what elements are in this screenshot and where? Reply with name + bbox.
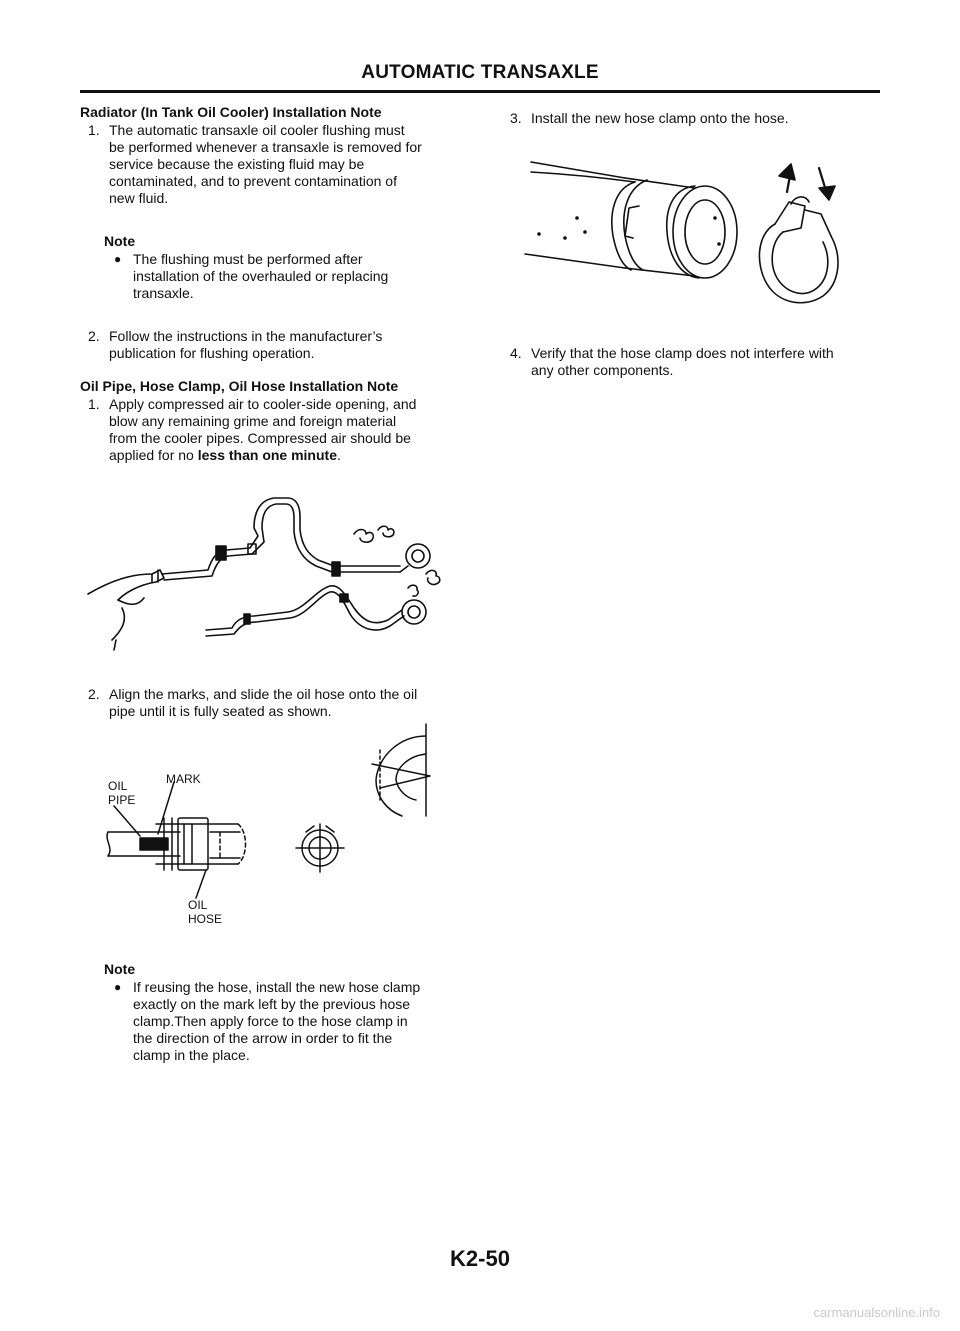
label-line: OIL xyxy=(188,898,208,912)
page-header-title: AUTOMATIC TRANSAXLE xyxy=(361,62,599,83)
bullet-line: clamp.Then apply force to the hose clamp in xyxy=(133,1013,408,1029)
step-number: 3. xyxy=(510,110,522,126)
step-line: pipe until it is fully seated as shown. xyxy=(109,703,332,719)
section-heading-radiator: Radiator (In Tank Oil Cooler) Installation Note xyxy=(80,104,382,120)
bullet-line: clamp in the place. xyxy=(133,1047,250,1063)
section-heading-oil-pipe: Oil Pipe, Hose Clamp, Oil Hose Installation Note xyxy=(80,378,399,394)
step-line: publication for flushing operation. xyxy=(109,345,315,361)
bullet-icon: ● xyxy=(114,980,122,994)
step-line: any other components. xyxy=(531,362,674,378)
bullet-line: The flushing must be performed after xyxy=(133,251,363,267)
note-bullet-item xyxy=(114,251,474,302)
step-number: 1. xyxy=(88,396,100,412)
step-line: new fluid. xyxy=(109,190,169,206)
step-line-suffix: . xyxy=(336,447,341,463)
step-line: service because the existing fluid may be xyxy=(109,156,365,172)
step-number: 2. xyxy=(88,328,100,344)
emphasis-duration: less than one minute xyxy=(197,447,337,463)
label-line: HOSE xyxy=(188,912,223,926)
note-heading: Note xyxy=(104,233,136,249)
clamp-step-3 xyxy=(510,110,890,127)
oil-hose-alignment-figure xyxy=(100,720,460,920)
site-watermark: carmanualsonline.info xyxy=(813,1305,940,1320)
step-line: from the cooler pipes. Compressed air should be xyxy=(109,430,411,446)
radiator-step-1 xyxy=(88,122,488,207)
radiator-step-2 xyxy=(88,328,488,362)
clamp-step-4 xyxy=(510,345,890,379)
bullet-line: the direction of the arrow in order to fit the xyxy=(133,1030,393,1046)
oil-hose-label xyxy=(188,898,222,926)
bullet-line: If reusing the hose, install the new hose clamp xyxy=(133,979,421,995)
bullet-line: transaxle. xyxy=(133,285,194,301)
step-line-last xyxy=(109,447,488,464)
step-number: 4. xyxy=(510,345,522,361)
oil-pipe-step-2 xyxy=(88,686,488,720)
bullet-line: exactly on the mark left by the previous hose xyxy=(133,996,411,1012)
oil-pipe-step-1 xyxy=(88,396,488,464)
header-rule xyxy=(80,90,880,93)
bullet-line: installation of the overhauled or replacing xyxy=(133,268,389,284)
mark-label: MARK xyxy=(166,772,201,786)
step-line: be performed whenever a transaxle is removed for xyxy=(109,139,422,155)
hose-clamp-figure xyxy=(505,148,880,318)
step-line-prefix: applied for no xyxy=(109,447,198,463)
oil-pipe-label xyxy=(108,779,135,807)
step-number: 2. xyxy=(88,686,100,702)
bullet-icon: ● xyxy=(114,252,122,266)
note-bullet-item xyxy=(114,979,474,1064)
label-line: OIL xyxy=(108,779,128,793)
label-line: PIPE xyxy=(108,793,136,807)
step-line: Apply compressed air to cooler-side opening, and xyxy=(109,396,417,412)
step-line: contaminated, and to prevent contamination of xyxy=(109,173,397,189)
step-line: Install the new hose clamp onto the hose. xyxy=(531,110,789,126)
step-line: Follow the instructions in the manufacturer’s xyxy=(109,328,383,344)
step-number: 1. xyxy=(88,122,100,138)
step-line: Align the marks, and slide the oil hose onto the oil xyxy=(109,686,418,702)
note-heading: Note xyxy=(104,961,136,977)
page-number: K2-50 xyxy=(450,1246,510,1271)
step-line: blow any remaining grime and foreign material xyxy=(109,413,397,429)
step-line: The automatic transaxle oil cooler flushing must xyxy=(109,122,405,138)
cooler-pipe-blowing-figure xyxy=(82,490,472,655)
step-line: Verify that the hose clamp does not interfere with xyxy=(531,345,834,361)
